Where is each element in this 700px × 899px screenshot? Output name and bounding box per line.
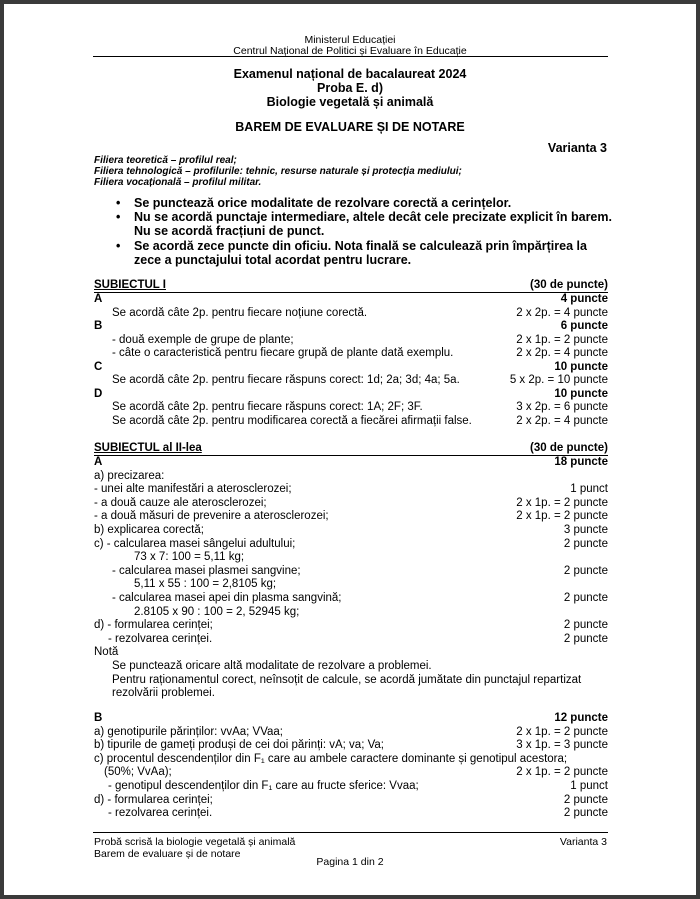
barem-line-text: C: [94, 360, 103, 373]
barem-line: [94, 711, 608, 725]
barem-line-text: A: [94, 293, 103, 305]
barem-line: [94, 373, 608, 387]
filiera-line: Filiera vocațională – profilul militar.: [94, 177, 262, 188]
barem-line-text: D: [94, 387, 103, 400]
barem-line-points: 6 puncte: [560, 320, 608, 332]
barem-line-text: A: [94, 456, 103, 468]
barem-line-text: b) explicarea corectă;: [94, 524, 204, 536]
barem-line-text: Se acordă câte 2p. pentru fiecare răspuns corect: 1A; 2F; 3F.: [112, 401, 423, 413]
barem-line-points: 10 puncte: [554, 387, 608, 400]
barem-line-text: 5,11 x 55 : 100 = 2,8105 kg;: [134, 578, 277, 591]
barem-line: [94, 550, 608, 564]
barem-line-text: rezolvării problemei.: [112, 687, 215, 700]
barem-line-points: 2 x 2p. = 4 puncte: [516, 347, 608, 359]
header-rule: [93, 56, 608, 57]
filiera-line: Filiera tehnologică – profilurile: tehnic, resurse naturale și protecția mediului;: [94, 166, 462, 177]
barem-line-text: Notă: [94, 646, 119, 659]
barem-line: [94, 806, 608, 820]
footer-left-2: Barem de evaluare și de notare: [94, 848, 241, 860]
barem-line: [94, 686, 608, 700]
barem-line: [94, 455, 608, 469]
barem-line-points: 12 puncte: [554, 712, 608, 724]
subiect1-title: SUBIECTUL I: [94, 279, 166, 291]
barem-line-points: 2 x 1p. = 2 puncte: [516, 725, 608, 738]
barem-line-points: 4 puncte: [560, 293, 608, 305]
barem-line-text: 73 x 7: 100 = 5,11 kg;: [134, 551, 245, 564]
subiect1-points: (30 de puncte): [530, 279, 608, 291]
barem-line: [94, 523, 608, 537]
footer-left-1: Probă scrisă la biologie vegetală și animală: [94, 836, 296, 848]
barem-line-text: d) - formularea cerinței;: [94, 619, 213, 632]
barem-line: [94, 738, 608, 752]
barem-line-points: 2 puncte: [563, 807, 608, 820]
barem-line-text: Se acordă câte 2p. pentru modificarea corectă a fiecărei afirmații false.: [112, 414, 472, 427]
barem-line-text: - rezolvarea cerinței.: [108, 632, 213, 645]
subiect2-title: SUBIECTUL al II-lea: [94, 442, 202, 454]
barem-line-points: 10 puncte: [554, 360, 608, 373]
barem-line: [94, 659, 608, 673]
barem-line: [94, 360, 608, 374]
barem-line: [94, 537, 608, 551]
barem-line-points: 2 puncte: [563, 564, 608, 577]
barem-line: [94, 306, 608, 320]
rule-item: • Nu se acordă punctaje intermediare, altele decât cele precizate explicit în barem. Nu se acordă fracțiuni de punct.: [112, 210, 612, 238]
barem-line: [94, 725, 608, 739]
exam-title: Examenul național de bacalaureat 2024: [233, 67, 467, 81]
barem-line-points: 2 x 1p. = 2 puncte: [516, 333, 608, 346]
barem-line-text: b) tipurile de gameți produși de cei doi părinți: vA; va; Va;: [94, 739, 384, 752]
barem-line-points: 2 puncte: [563, 619, 608, 632]
barem-line-points: 2 x 2p. = 4 puncte: [516, 414, 608, 427]
barem-line: [94, 400, 608, 414]
barem-line-points: 2 puncte: [563, 537, 608, 550]
barem-line-text: Se acordă câte 2p. pentru fiecare noțiune corectă.: [112, 306, 368, 319]
barem-line-text: Pentru raționamentul corect, neînsoțit de calcule, se acordă jumătate din punctajul repartizat: [112, 673, 582, 686]
barem-line-text: - calcularea masei plasmei sangvine;: [112, 564, 301, 577]
header-center: Centrul Național de Politici și Evaluare în Educație: [233, 45, 467, 57]
barem-title: BAREM DE EVALUARE ȘI DE NOTARE: [235, 120, 465, 134]
barem-line-text: - calcularea masei apei din plasma sangvină;: [112, 592, 342, 604]
footer-page-number: Pagina 1 din 2: [316, 856, 384, 868]
barem-line-text: - câte o caracteristică pentru fiecare grupă de plante dată exemplu.: [112, 347, 454, 359]
barem-line-text: - rezolvarea cerinței.: [108, 807, 213, 820]
footer-rule: [93, 832, 608, 833]
barem-line-text: B: [94, 320, 103, 332]
barem-line-points: 1 punct: [570, 780, 608, 792]
proba-title: Proba E. d): [317, 81, 383, 95]
barem-line: [94, 605, 608, 619]
barem-line-points: 2 puncte: [563, 632, 608, 645]
barem-line-text: Se acordă câte 2p. pentru fiecare răspuns corect: 1d; 2a; 3d; 4a; 5a.: [112, 374, 460, 386]
barem-line: [94, 469, 608, 483]
barem-line-points: 3 puncte: [563, 524, 608, 536]
barem-line: [94, 765, 608, 779]
barem-line-points: 2 puncte: [563, 793, 608, 806]
footer-varianta: Varianta 3: [559, 836, 607, 848]
barem-line-text: 2.8105 x 90 : 100 = 2, 52945 kg;: [134, 605, 300, 618]
barem-line: [94, 793, 608, 807]
barem-line: [94, 333, 608, 347]
barem-line-text: - două exemple de grupe de plante;: [112, 333, 294, 346]
barem-line: [94, 509, 608, 523]
general-rules-list: [112, 196, 612, 267]
barem-line: [94, 346, 608, 360]
barem-line: [94, 496, 608, 510]
barem-line: [94, 618, 608, 632]
barem-line: [94, 673, 608, 687]
barem-line-points: 2 puncte: [563, 592, 608, 604]
barem-line-points: 1 punct: [570, 483, 608, 496]
barem-line-text: B: [94, 712, 103, 724]
barem-line: [94, 414, 608, 428]
rule-item: • Se punctează orice modalitate de rezolvare corectă a cerințelor.: [112, 196, 612, 210]
barem-line-points: 2 x 2p. = 4 puncte: [516, 306, 608, 319]
barem-line-text: - genotipul descendenților din F₁ care au fructe sferice: Vvaa;: [108, 780, 419, 792]
barem-line-points: 2 x 1p. = 2 puncte: [516, 496, 608, 509]
barem-line: [94, 752, 608, 766]
barem-line-text: - a două cauze ale aterosclerozei;: [94, 496, 267, 509]
barem-line-points: 3 x 2p. = 6 puncte: [516, 401, 608, 413]
barem-line-points: 2 x 1p. = 2 puncte: [516, 766, 608, 779]
barem-line: [94, 387, 608, 401]
barem-line-text: (50%; VvAa);: [104, 766, 172, 779]
barem-line-text: c) - calcularea masei sângelui adultului;: [94, 537, 296, 550]
barem-line-points: 18 puncte: [554, 456, 608, 468]
barem-line: [94, 577, 608, 591]
barem-line-text: - a două măsuri de prevenire a aterosclerozei;: [94, 510, 329, 523]
varianta-label: Varianta 3: [547, 141, 607, 155]
barem-line-points: 3 x 1p. = 3 puncte: [516, 739, 608, 752]
barem-line-text: a) genotipurile părinților: vvAa; VVaa;: [94, 725, 283, 738]
document-page: [4, 4, 696, 895]
barem-line: [94, 292, 608, 306]
barem-line-text: - unei alte manifestări a aterosclerozei;: [94, 483, 292, 496]
filiera-line: Filiera teoretică – profilul real;: [94, 155, 237, 166]
barem-line: [94, 482, 608, 496]
barem-line-text: a) precizarea:: [94, 469, 165, 482]
barem-line-points: 5 x 2p. = 10 puncte: [509, 374, 608, 386]
barem-line: [94, 591, 608, 605]
barem-line-text: c) procentul descendenților din F₁ care au ambele caractere dominante și genotipul acestora;: [94, 752, 568, 765]
barem-line-text: Se punctează oricare altă modalitate de rezolvare a problemei.: [112, 660, 432, 672]
barem-line: [94, 645, 608, 659]
subiect2-points: (30 de puncte): [530, 442, 608, 454]
barem-line: [94, 564, 608, 578]
barem-line-points: 2 x 1p. = 2 puncte: [516, 510, 608, 523]
header-ministry: Ministerul Educației: [304, 34, 396, 46]
rule-item: • Se acordă zece puncte din oficiu. Nota finală se calculează prin împărțirea la zece a punctajului total acordat pentru lucrare.: [112, 239, 612, 267]
barem-line: [94, 319, 608, 333]
subject-title: Biologie vegetală și animală: [266, 95, 434, 109]
barem-line: [94, 779, 608, 793]
barem-line: [94, 632, 608, 646]
barem-line-text: d) - formularea cerinței;: [94, 793, 213, 806]
